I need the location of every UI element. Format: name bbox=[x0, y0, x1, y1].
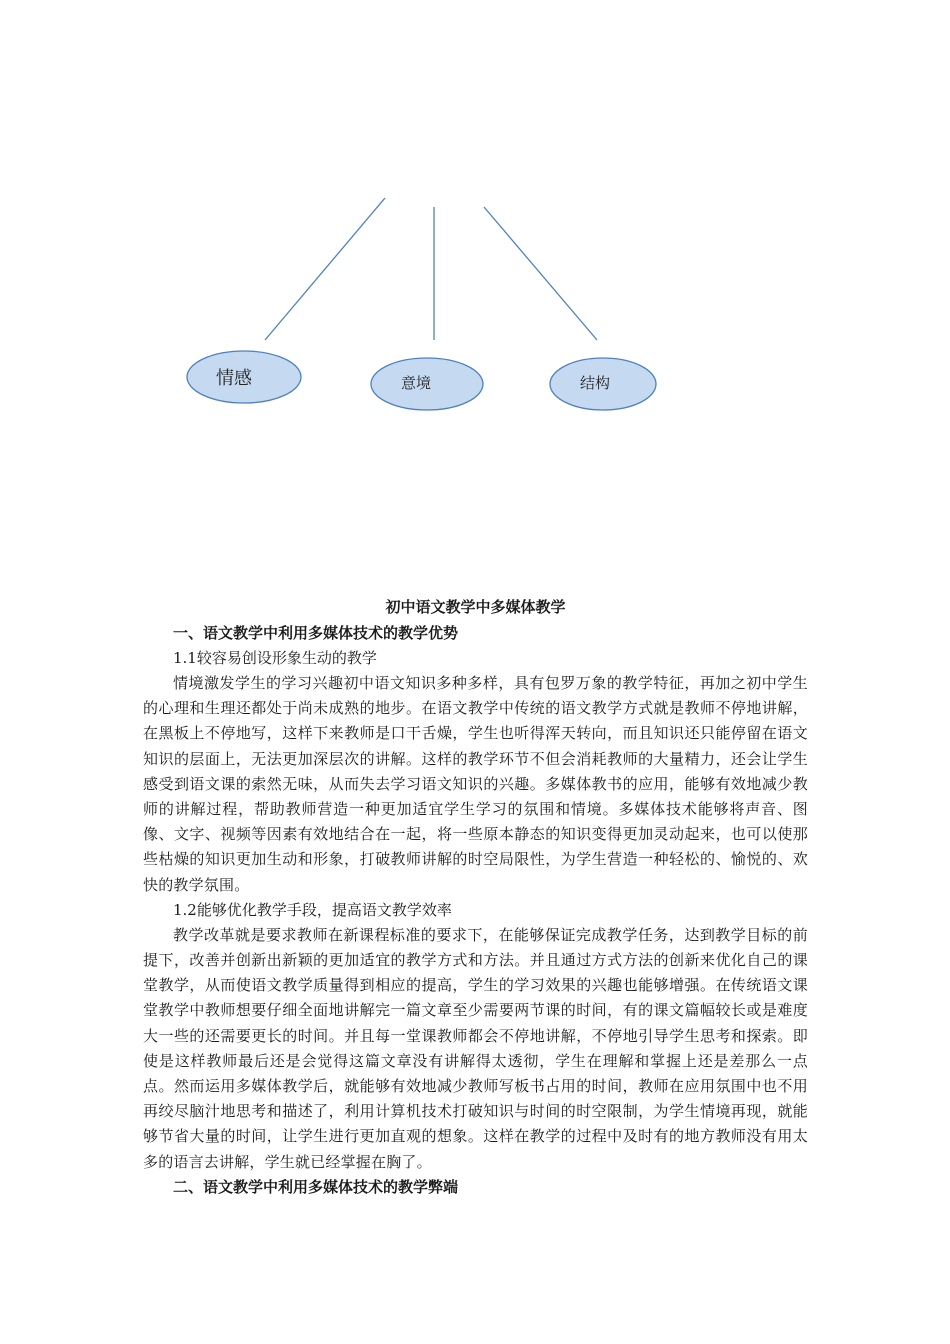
subsection-1-1-heading: 1.1较容易创设形象生动的教学 bbox=[173, 649, 377, 667]
subsection-1-2-heading: 1.2能够优化教学手段，提高语文教学效率 bbox=[173, 900, 452, 919]
node-emotion bbox=[187, 351, 301, 403]
node-emotion-label: 情感 bbox=[216, 368, 252, 389]
section-2-heading: 二、语文教学中利用多媒体技术的教学弊端 bbox=[173, 1177, 459, 1196]
connector-line-left bbox=[265, 198, 385, 340]
node-structure bbox=[550, 358, 656, 410]
subsection-1-1-paragraph: 情境激发学生的学习兴趣初中语文知识多种多样，具有包罗万象的教学特征，再加之初中学生的心理和生理还都处于尚未成熟的地步。在语文教学中传统的语文教学方式就是教师不停地讲解，在黑板上不停地写，这样下来教师是口干舌燥，学生也听得浑天转向，而且知识还只能停留在语文知识的层面上，无法更加深层次的讲解。这样的教学环节不但会消耗教师的大量精力，还会让学生感受到语文课的索然无味，从而失去学习语文知识的兴趣。多媒体教书的应用，能够有效地减少教师的讲解过程，帮助教师营造一种更加适宜学生学习的氛围和情境。多媒体技术能够将声音、图像、文字、视频等因素有效地结合在一起，将一些原本静态的知识变得更加灵动起来，也可以使那些枯燥的知识更加生动和形象，打破教师讲解的时空局限性，为学生营造一种轻松的、愉悦的、欢快的教学氛围。 bbox=[143, 674, 808, 894]
document-body bbox=[143, 596, 808, 1200]
node-structure-label: 结构 bbox=[579, 374, 611, 392]
node-artistic-conception bbox=[371, 358, 483, 410]
document-title: 初中语文教学中多媒体教学 bbox=[385, 598, 566, 616]
section-1-heading: 一、语文教学中利用多媒体技术的教学优势 bbox=[173, 624, 459, 642]
node-artistic-conception-label: 意境 bbox=[400, 374, 432, 392]
subsection-1-2-paragraph: 教学改革就是要求教师在新课程标准的要求下，在能够保证完成教学任务，达到教学目标的前提下，改善并创新出新颖的更加适宜的教学方式和方法。并且通过方式方法的创新来优化自己的课堂教学，从而使语文教学质量得到相应的提高，学生的学习效果的兴趣也能够增强。在传统语文课堂教学中教师想要仔细全面地讲解完一篇文章至少需要两节课的时间，有的课文篇幅较长或是难度大一些的还需要更长的时间。并且每一堂课教师都会不停地讲解，不停地引导学生思考和探索。即使是这样教师最后还是会觉得这篇文章没有讲解得太透彻，学生在理解和掌握上还是差那么一点点。然而运用多媒体教学后，就能够有效地减少教师写板书占用的时间，教师在应用氛围中也不用再绞尽脑汁地思考和描述了，利用计算机技术打破知识与时间的时空限制，为学生情境再现，就能够节省大量的时间，让学生进行更加直观的想象。这样在教学的过程中及时有的地方教师没有用太多的语言去讲解，学生就已经掌握在胸了。 bbox=[143, 925, 808, 1171]
connector-line-right bbox=[484, 207, 597, 340]
concept-diagram bbox=[0, 0, 950, 440]
